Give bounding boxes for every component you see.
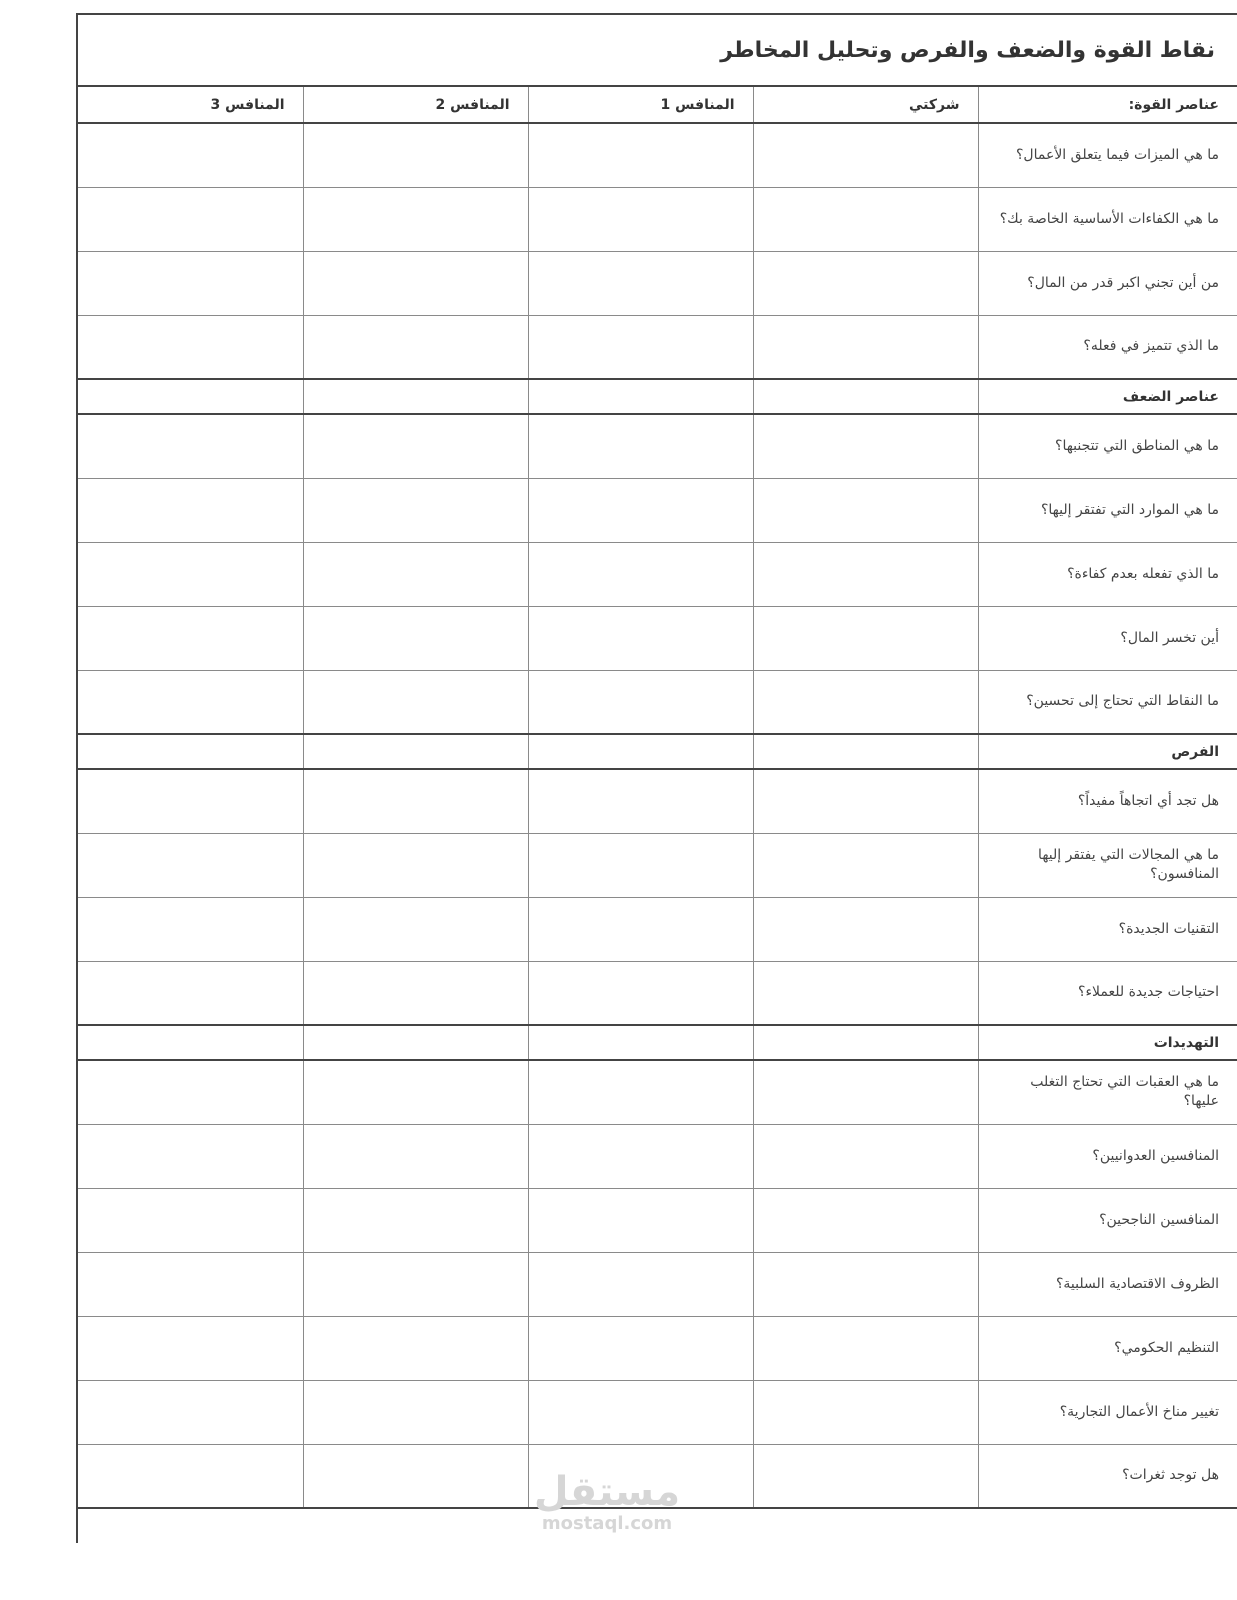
cell-competitor-3[interactable] [78,315,303,379]
table-row [78,1316,1237,1380]
cell-my-company[interactable] [753,769,978,833]
cell-competitor-3[interactable] [78,187,303,251]
table-row [78,670,1237,734]
question-label: ما هي المناطق التي تتجنبها؟ [978,414,1237,478]
cell-competitor-1[interactable] [528,769,753,833]
cell-competitor-2[interactable] [303,606,528,670]
question-label: أين تخسر المال؟ [978,606,1237,670]
section-cell [753,379,978,414]
header-competitor-3: المنافس 3 [78,87,303,123]
section-cell [528,1025,753,1060]
swot-sheet [76,13,1237,1543]
section-cell [753,734,978,769]
question-label: المنافسين العدوانيين؟ [978,1124,1237,1188]
cell-competitor-1[interactable] [528,123,753,187]
section-row-threats [78,1025,1237,1060]
question-label: ما الذي تفعله بعدم كفاءة؟ [978,542,1237,606]
table-row [78,1060,1237,1124]
cell-my-company[interactable] [753,315,978,379]
cell-competitor-2[interactable] [303,670,528,734]
cell-my-company[interactable] [753,1316,978,1380]
cell-competitor-3[interactable] [78,1444,303,1508]
cell-competitor-2[interactable] [303,1252,528,1316]
cell-competitor-2[interactable] [303,1444,528,1508]
page-title: نقاط القوة والضعف والفرص وتحليل المخاطر [720,37,1215,63]
table-row [78,251,1237,315]
title-bar [78,15,1237,87]
cell-my-company[interactable] [753,1380,978,1444]
cell-my-company[interactable] [753,1188,978,1252]
section-cell [78,1025,303,1060]
question-label: ما النقاط التي تحتاج إلى تحسين؟ [978,670,1237,734]
table-row [78,478,1237,542]
watermark-latin: mostaql.com [541,1513,673,1534]
cell-my-company[interactable] [753,187,978,251]
cell-competitor-3[interactable] [78,670,303,734]
cell-competitor-1[interactable] [528,251,753,315]
cell-competitor-3[interactable] [78,769,303,833]
cell-competitor-1[interactable] [528,1444,753,1508]
cell-competitor-2[interactable] [303,1060,528,1124]
cell-competitor-1[interactable] [528,542,753,606]
cell-my-company[interactable] [753,1124,978,1188]
watermark-arabic: مستقل [533,1469,681,1515]
header-my-company: شركتي [753,87,978,123]
cell-my-company[interactable] [753,897,978,961]
cell-competitor-1[interactable] [528,1380,753,1444]
table-row [78,123,1237,187]
section-heading: الفرص [978,734,1237,769]
question-label: ما هي المجالات التي يفتقر إليها المنافسون؟ [978,833,1237,897]
cell-competitor-1[interactable] [528,187,753,251]
cell-competitor-1[interactable] [528,1060,753,1124]
cell-competitor-3[interactable] [78,1380,303,1444]
table-row [78,1444,1237,1508]
cell-competitor-1[interactable] [528,897,753,961]
swot-table [78,87,1237,1509]
cell-competitor-1[interactable] [528,315,753,379]
cell-competitor-1[interactable] [528,833,753,897]
cell-competitor-2[interactable] [303,123,528,187]
question-label: التنظيم الحكومي؟ [978,1316,1237,1380]
cell-my-company[interactable] [753,542,978,606]
cell-my-company[interactable] [753,606,978,670]
cell-competitor-3[interactable] [78,961,303,1025]
header-row [78,87,1237,123]
table-row [78,414,1237,478]
cell-my-company[interactable] [753,478,978,542]
cell-competitor-2[interactable] [303,414,528,478]
cell-competitor-1[interactable] [528,1316,753,1380]
cell-my-company[interactable] [753,123,978,187]
question-label: ما هي العقبات التي تحتاج التغلب عليها؟ [978,1060,1237,1124]
section-cell [303,734,528,769]
cell-competitor-2[interactable] [303,1188,528,1252]
header-competitor-1: المنافس 1 [528,87,753,123]
table-row [78,1188,1237,1252]
table-row [78,1252,1237,1316]
question-label: الظروف الاقتصادية السلبية؟ [978,1252,1237,1316]
cell-competitor-3[interactable] [78,1252,303,1316]
cell-competitor-3[interactable] [78,1188,303,1252]
cell-competitor-1[interactable] [528,670,753,734]
cell-competitor-2[interactable] [303,1124,528,1188]
cell-competitor-2[interactable] [303,478,528,542]
section-cell [528,734,753,769]
table-row [78,1380,1237,1444]
section-row-weaknesses [78,379,1237,414]
table-row [78,897,1237,961]
table-row [78,769,1237,833]
section-cell [78,379,303,414]
question-label: المنافسين الناجحين؟ [978,1188,1237,1252]
header-strengths: عناصر القوة: [978,87,1237,123]
cell-competitor-2[interactable] [303,1380,528,1444]
cell-my-company[interactable] [753,1444,978,1508]
cell-competitor-2[interactable] [303,1316,528,1380]
question-label: ما هي الميزات فيما يتعلق الأعمال؟ [978,123,1237,187]
cell-competitor-1[interactable] [528,478,753,542]
table-row [78,606,1237,670]
cell-competitor-3[interactable] [78,833,303,897]
cell-my-company[interactable] [753,1060,978,1124]
cell-competitor-2[interactable] [303,251,528,315]
section-heading: عناصر الضعف [978,379,1237,414]
cell-competitor-1[interactable] [528,606,753,670]
question-label: هل تجد أي اتجاهاً مفيداً؟ [978,769,1237,833]
cell-competitor-3[interactable] [78,414,303,478]
cell-my-company[interactable] [753,414,978,478]
table-row [78,833,1237,897]
cell-competitor-3[interactable] [78,123,303,187]
section-cell [753,1025,978,1060]
cell-competitor-1[interactable] [528,414,753,478]
section-cell [78,734,303,769]
cell-my-company[interactable] [753,1252,978,1316]
cell-competitor-2[interactable] [303,897,528,961]
cell-competitor-3[interactable] [78,897,303,961]
question-label: ما هي الكفاءات الأساسية الخاصة بك؟ [978,187,1237,251]
cell-my-company[interactable] [753,670,978,734]
question-label: ما هي الموارد التي تفتقر إليها؟ [978,478,1237,542]
question-label: هل توجد ثغرات؟ [978,1444,1237,1508]
question-label: التقنيات الجديدة؟ [978,897,1237,961]
question-label: تغيير مناخ الأعمال التجارية؟ [978,1380,1237,1444]
section-cell [303,1025,528,1060]
cell-competitor-1[interactable] [528,1252,753,1316]
cell-my-company[interactable] [753,961,978,1025]
cell-competitor-3[interactable] [78,1060,303,1124]
table-row [78,961,1237,1025]
table-row [78,542,1237,606]
section-cell [303,379,528,414]
cell-competitor-3[interactable] [78,606,303,670]
question-label: من أين تجني اكبر قدر من المال؟ [978,251,1237,315]
table-row [78,315,1237,379]
cell-my-company[interactable] [753,833,978,897]
section-row-opportunities [78,734,1237,769]
cell-competitor-2[interactable] [303,833,528,897]
cell-competitor-1[interactable] [528,1124,753,1188]
cell-competitor-3[interactable] [78,1316,303,1380]
cell-competitor-3[interactable] [78,1124,303,1188]
cell-my-company[interactable] [753,251,978,315]
header-competitor-2: المنافس 2 [303,87,528,123]
cell-competitor-1[interactable] [528,961,753,1025]
table-row [78,187,1237,251]
cell-competitor-3[interactable] [78,251,303,315]
question-label: احتياجات جديدة للعملاء؟ [978,961,1237,1025]
section-cell [528,379,753,414]
cell-competitor-3[interactable] [78,478,303,542]
section-heading: التهديدات [978,1025,1237,1060]
cell-competitor-3[interactable] [78,542,303,606]
cell-competitor-2[interactable] [303,315,528,379]
table-row [78,1124,1237,1188]
cell-competitor-2[interactable] [303,542,528,606]
cell-competitor-2[interactable] [303,769,528,833]
cell-competitor-2[interactable] [303,187,528,251]
cell-competitor-1[interactable] [528,1188,753,1252]
question-label: ما الذي تتميز في فعله؟ [978,315,1237,379]
cell-competitor-2[interactable] [303,961,528,1025]
